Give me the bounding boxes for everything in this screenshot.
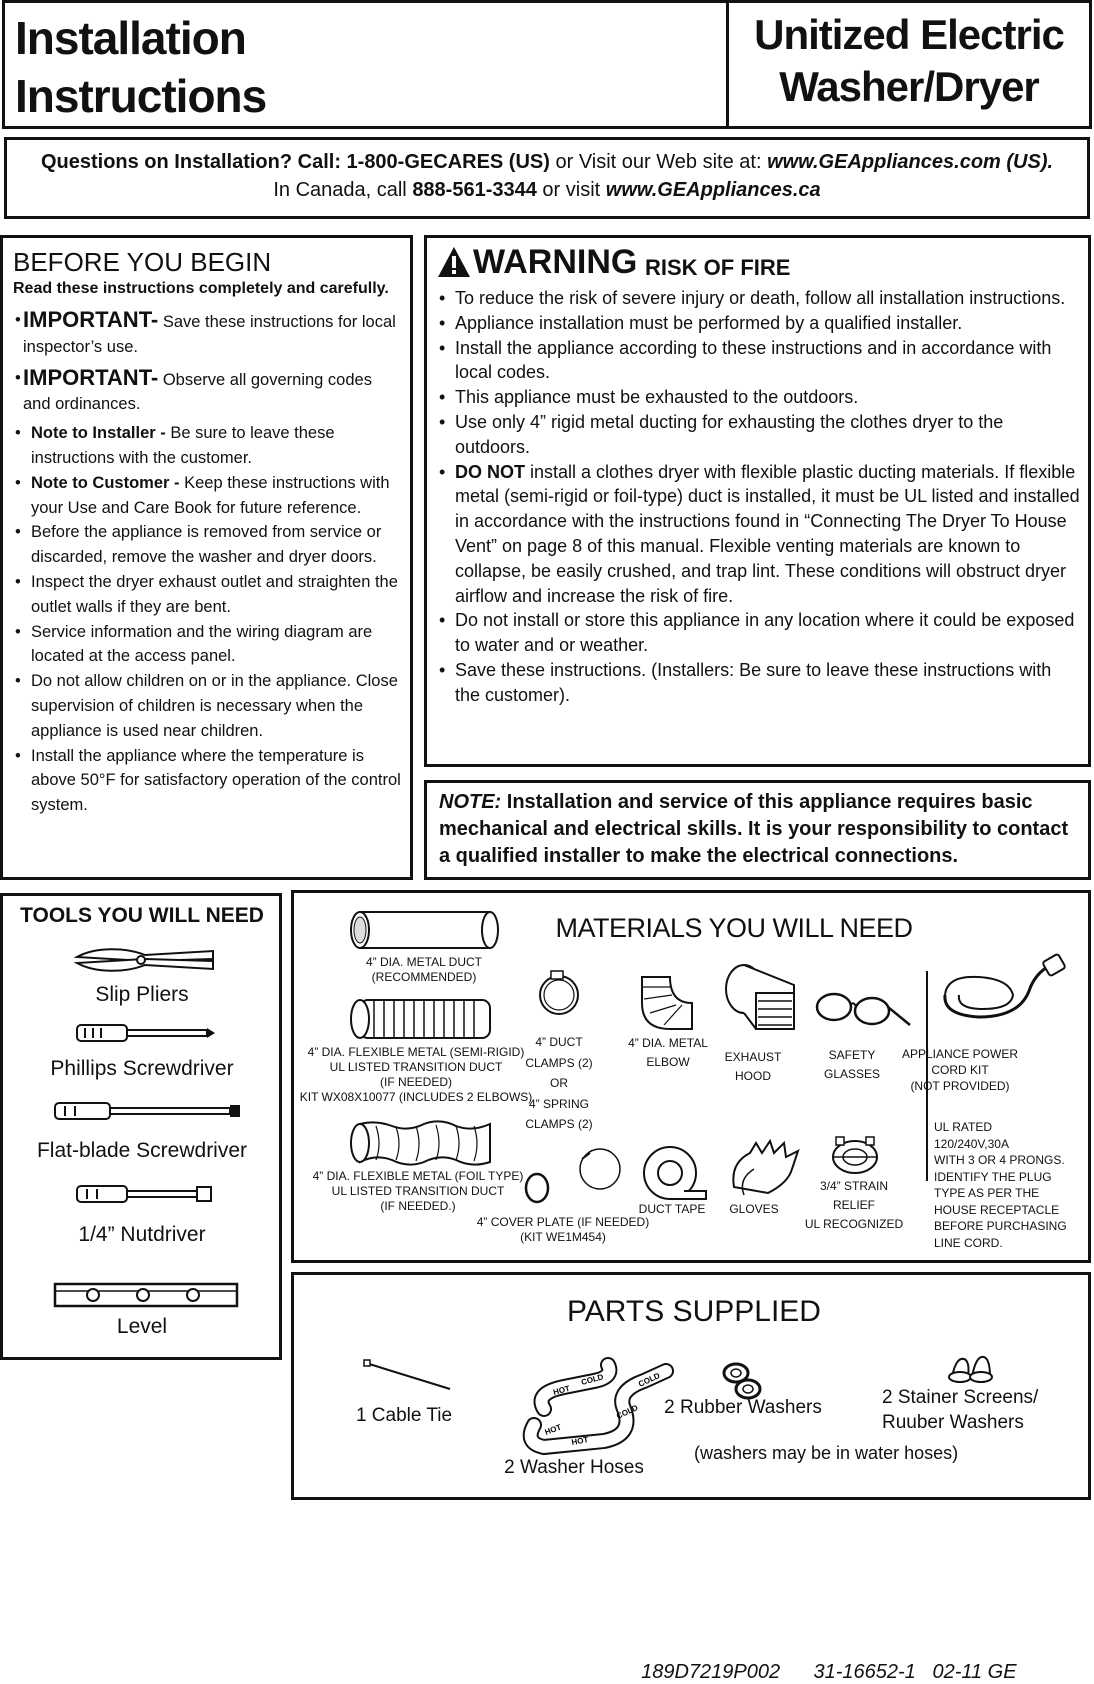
hose-hot-label: HOT (570, 1435, 589, 1447)
semi-rigid-duct-caption: 4” DIA. FLEXIBLE METAL (SEMI-RIGID) UL LISTED TRANSITION DUCT (IF NEEDED) KIT WX08X10077 (INCLUDES 2 ELBOWS) (299, 1045, 533, 1104)
header-product-box (726, 0, 1092, 129)
note-customer-label: Note to Customer - (31, 473, 180, 492)
note-text-block (439, 789, 1079, 870)
strainer-screens-line2: Ruuber Washers (882, 1412, 1024, 1433)
warning-bullet: • This appliance must be exhausted to the outdoors. (437, 385, 1081, 410)
note-text: Installation and service of this appliance requires basic mechanical and electrical skills. It is your responsibility to contact a qualified installer to make the electrical connections. (439, 791, 1069, 867)
contact-mid: or Visit our Web site at: (549, 151, 768, 173)
footer-revision: 31-16652-1 02-11 GE (813, 1661, 1017, 1683)
tool-label: Slip Pliers (95, 983, 189, 1006)
donot-label: DO NOT (455, 461, 525, 482)
clamps-caption: 4” DUCT CLAMPS (2) OR 4” SPRING CLAMPS (2) (525, 1035, 593, 1131)
nutdriver-icon (75, 1183, 215, 1205)
tool-label: Flat-blade Screwdriver (36, 1139, 248, 1162)
exhaust-hood-caption: EXHAUST HOOD (724, 1050, 782, 1083)
gloves-caption: GLOVES (729, 1202, 779, 1216)
materials-title: MATERIALS YOU WILL NEED (555, 913, 913, 943)
duct-tape-icon (640, 1143, 710, 1203)
before-bullet: • Inspect the dryer exhaust outlet and straighten the outlet walls if they are bent. (13, 570, 403, 620)
page-title-line1: Installation (15, 12, 246, 64)
note-installer-label: Note to Installer - (31, 424, 166, 443)
footer-part-number: 189D7219P002 (641, 1661, 781, 1683)
page-title-line2: Instructions (15, 70, 267, 122)
before-bullet: • Install the appliance where the temperature is above 50°F for satisfactory operation of the control system. (13, 744, 403, 818)
before-title: BEFORE YOU BEGIN (13, 247, 272, 277)
cable-tie-icon (364, 1359, 454, 1393)
warning-bullet: • Do not install or store this appliance in any location where it could be exposed to water and or weather. (437, 608, 1081, 658)
note-box (424, 780, 1091, 880)
tools-title: TOOLS YOU WILL NEED (20, 904, 264, 927)
gloves-icon (726, 1139, 806, 1201)
strainer-screens-icon (946, 1351, 996, 1387)
donot-text: install a clothes dryer with flexible plastic ducting materials. If flexible metal (semi-rigid or foil-type) duct is installed, it must be UL listed and installed in accordance with the instructions found in “Connecting The Dryer To House Vent” on page 8 of this manual. Flexible venting materials are known to collapse, be easily crushed, and trap lint. These conditions will obstruct dryer airflow and increase the risk of fire. (455, 461, 1080, 606)
warning-donot-item (437, 460, 1081, 609)
product-title (729, 9, 1089, 113)
elbow-caption: 4” DIA. METAL ELBOW (628, 1036, 708, 1069)
tool-label: 1/4” Nutdriver (78, 1223, 206, 1246)
safety-glasses-icon (814, 989, 914, 1033)
semi-rigid-duct-icon (346, 996, 506, 1042)
metal-elbow-icon (640, 973, 696, 1035)
warning-bullet: • Save these instructions. (Installers: Be sure to leave these instructions with the customer). (437, 658, 1081, 708)
warning-bullet: • Install the appliance according to these instructions and in accordance with local codes. (437, 336, 1081, 386)
important-label: IMPORTANT- (23, 307, 159, 332)
important-text: Observe all governing codes and ordinances. (23, 370, 372, 414)
contact-phone-ca: 888-561-3344 (412, 179, 537, 201)
foil-duct-caption: 4” DIA. FLEXIBLE METAL (FOIL TYPE) UL LISTED TRANSITION DUCT (IF NEEDED.) (312, 1169, 524, 1213)
parts-title: PARTS SUPPLIED (567, 1295, 821, 1328)
note-customer-text: Keep these instructions with your Use and Care Book for future reference. (31, 473, 390, 517)
cable-tie-label: 1 Cable Tie (355, 1405, 453, 1426)
contact-phone-us: Questions on Installation? Call: 1-800-GECARES (US) (40, 151, 550, 173)
important-item-2 (13, 366, 403, 418)
note-installer-text: Be sure to leave these instructions with the customer. (31, 424, 335, 467)
warning-subtitle: RISK OF FIRE (645, 255, 791, 280)
exhaust-hood-icon (722, 963, 798, 1033)
product-title-line2: Washer/Dryer (779, 63, 1039, 110)
ul-rated-caption: UL RATED 120/240V,30A WITH 3 OR 4 PRONGS. IDENTIFY THE PLUG TYPE AS PER THE HOUSE RECEPTACLE BEFORE PURCHASING LINE CORD. (934, 1120, 1067, 1250)
note-installer-item (13, 421, 403, 471)
warning-triangle-icon (437, 246, 471, 278)
before-bullet: • Service information and the wiring diagram are located at the access panel. (13, 620, 403, 670)
duct-clamp-icon (534, 967, 584, 1021)
tool-label: Phillips Screwdriver (50, 1057, 234, 1080)
foil-duct-icon (346, 1120, 506, 1166)
tool-label: Level (116, 1315, 168, 1338)
strainer-screens-line1: 2 Stainer Screens/ (882, 1387, 1039, 1408)
rigid-duct-caption: 4” DIA. METAL DUCT (RECOMMENDED) (365, 955, 482, 984)
warning-heading (437, 244, 1081, 286)
washers-note: (washers may be in water hoses) (694, 1443, 959, 1463)
contact-ca-mid: or visit (536, 179, 606, 201)
washer-hoses-label: 2 Washer Hoses (504, 1457, 644, 1478)
cover-plate-caption: 4” COVER PLATE (IF NEEDED) (KIT WE1M454) (476, 1215, 650, 1244)
strainer-screens-label (882, 1385, 1082, 1435)
level-icon (53, 1282, 239, 1308)
rigid-duct-icon (346, 908, 506, 952)
contact-box (4, 137, 1090, 219)
parts-box (291, 1272, 1091, 1500)
materials-box (291, 890, 1091, 1263)
contact-url-ca[interactable]: www.GEAppliances.ca (605, 179, 821, 201)
rubber-washers-label: 2 Rubber Washers (664, 1397, 822, 1418)
safety-glasses-caption: SAFETY GLASSES (823, 1048, 881, 1081)
warning-bullet: • To reduce the risk of severe injury or death, follow all installation instructions. (437, 286, 1081, 311)
slip-pliers-icon (75, 945, 215, 975)
header-title-box (2, 0, 729, 129)
flat-blade-screwdriver-icon (53, 1100, 243, 1122)
power-cord-icon (939, 955, 1067, 1019)
hose-cold-label: COLD (580, 1372, 605, 1387)
duct-tape-caption: DUCT TAPE (638, 1202, 706, 1216)
before-you-begin-box (0, 235, 413, 880)
before-bullet: • Before the appliance is removed from service or discarded, remove the washer and dryer doors. (13, 520, 403, 570)
contact-line-us (7, 148, 1087, 176)
hose-hot-label: HOT (552, 1383, 571, 1397)
warning-bullet: • Use only 4” rigid metal ducting for exhausting the clothes dryer to the outdoors. (437, 410, 1081, 460)
hose-hot-label: HOT (543, 1422, 563, 1437)
tools-box (0, 893, 282, 1360)
note-customer-item (13, 471, 403, 521)
product-title-line1: Unitized Electric (754, 11, 1064, 58)
before-bullet: • Do not allow children on or in the appliance. Close supervision of children is necessary when the appliance is used near children. (13, 669, 403, 743)
strain-relief-caption: 3/4” STRAIN RELIEF UL RECOGNIZED (804, 1179, 904, 1231)
washer-hoses-icon (524, 1357, 674, 1453)
footer-doc-number (630, 1638, 1090, 1684)
cover-plate-icon (522, 1171, 552, 1205)
contact-line-ca (7, 176, 1087, 204)
strain-relief-icon (828, 1133, 882, 1179)
important-item-1 (13, 308, 403, 360)
spring-clamp-icon (576, 1141, 626, 1195)
hose-cold-label: COLD (615, 1403, 640, 1421)
important-text: Save these instructions for local inspector’s use. (23, 313, 396, 356)
hose-cold-label: COLD (637, 1371, 662, 1389)
warning-bullet: • Appliance installation must be performed by a qualified installer. (437, 311, 1081, 336)
page-title (15, 9, 266, 125)
contact-ca-prefix: In Canada, call (273, 179, 413, 201)
contact-text (7, 148, 1087, 204)
before-subtitle: Read these instructions completely and carefully. (13, 280, 389, 297)
warning-title: WARNING (473, 243, 638, 281)
warning-box (424, 235, 1091, 767)
phillips-screwdriver-icon (75, 1022, 215, 1044)
power-cord-caption: APPLIANCE POWER CORD KIT (NOT PROVIDED) (901, 1047, 1019, 1093)
note-label: NOTE: (439, 791, 502, 813)
important-label: IMPORTANT- (23, 364, 159, 390)
contact-url-us[interactable]: www.GEAppliances.com (US). (767, 151, 1054, 173)
